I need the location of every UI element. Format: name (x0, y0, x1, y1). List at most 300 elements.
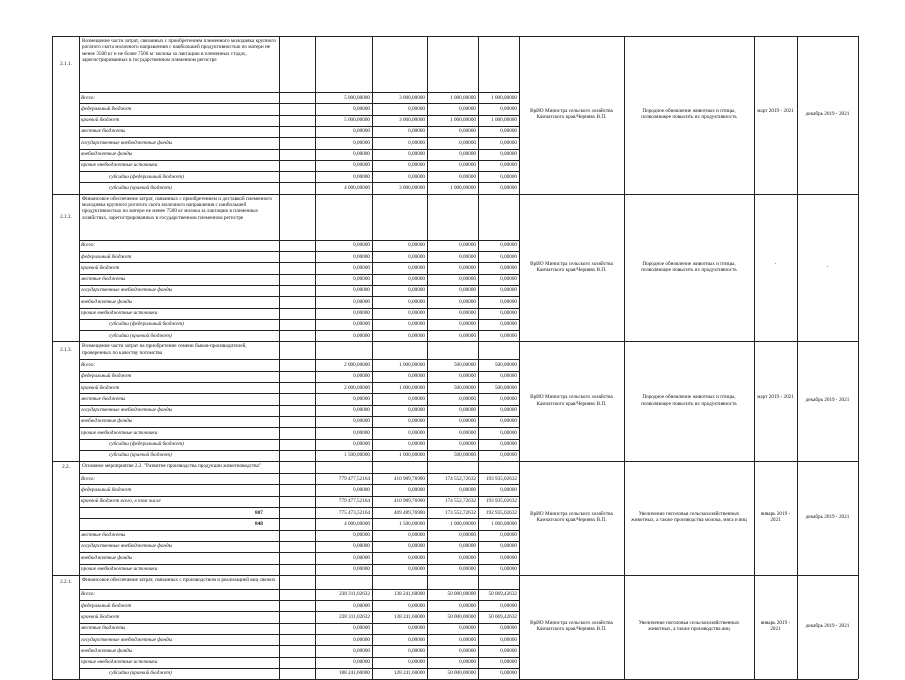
amount-cell: 0,00000 (353, 287, 370, 294)
amount-cell: 1 000,00000 (450, 184, 476, 191)
column-divider (858, 36, 859, 679)
amount-cell: 1 000,00000 (491, 520, 517, 527)
amount-cell: 500,00000 (494, 384, 517, 391)
amount-cell: 0,00000 (353, 554, 370, 561)
amount-cell: 0,00000 (408, 429, 425, 436)
amount-cell: 0,00000 (408, 162, 425, 169)
row-divider (79, 634, 519, 635)
amount-cell: 0,00000 (353, 128, 370, 135)
amount-cell: 50 000,00000 (447, 670, 476, 677)
row-divider (79, 450, 519, 451)
amount-cell: 0,00000 (353, 276, 370, 283)
amount-cell: 0,00000 (459, 105, 476, 112)
amount-cell: 193 935,02632 (485, 498, 517, 505)
row-divider (52, 194, 858, 195)
row-divider (79, 296, 519, 297)
row-label: местные бюджеты (81, 128, 126, 135)
amount-cell: 138 241,60000 (393, 591, 425, 598)
amount-cell: 0,00000 (459, 647, 476, 654)
row-label: федеральный бюджет (81, 373, 132, 380)
start-period: март 2019 - 2021 (757, 107, 794, 114)
row-label: краевой бюджет (81, 384, 120, 391)
amount-cell: 0,00000 (459, 139, 476, 146)
amount-cell: 0,00000 (459, 151, 476, 157)
row-divider (79, 240, 519, 241)
row-divider (79, 103, 519, 104)
row-divider (52, 36, 858, 37)
expected-result: Породное обновление животных и птицы, позволяющее повысить их продуктивность (641, 107, 737, 121)
item-number: 2.1.3. (60, 347, 72, 354)
amount-cell: 0,00000 (408, 139, 425, 146)
row-label: краевой бюджет (81, 117, 120, 124)
amount-cell: 0,00000 (353, 659, 370, 666)
amount-cell: 0,00000 (353, 429, 370, 436)
item-number: 2.1.1. (60, 61, 72, 67)
amount-cell: 0,00000 (408, 625, 425, 632)
amount-cell: 0,00000 (500, 625, 517, 632)
executor: ВрИО Министра сельского хозяйства Камчатского края/Чернявх В.П. (530, 510, 613, 524)
column-divider (79, 36, 80, 679)
amount-cell: 0,00000 (459, 418, 476, 425)
item-title: Финансовое обеспечение затрат, связанных с производством и реализацией яиц свежих (82, 576, 276, 583)
amount-cell: 173 552,72632 (444, 509, 476, 516)
amount-cell: 0,00000 (500, 407, 517, 414)
amount-cell: 0,00000 (353, 264, 370, 271)
amount-cell: 0,00000 (500, 287, 517, 294)
amount-cell: 0,00000 (459, 636, 476, 643)
amount-cell: 1 000,00000 (450, 94, 476, 101)
amount-cell: 0,00000 (459, 242, 476, 249)
amount-cell: 0,00000 (459, 264, 476, 271)
amount-cell: 0,00000 (459, 395, 476, 402)
row-divider (79, 518, 519, 519)
row-label: 848 (255, 520, 263, 527)
amount-cell: 3 000,00000 (399, 94, 425, 101)
amount-cell: 0,00000 (408, 298, 425, 305)
amount-cell: 0,00000 (500, 298, 517, 305)
row-label: федеральный бюджет (81, 253, 132, 260)
amount-cell: 0,00000 (459, 276, 476, 283)
amount-cell: 0,00000 (353, 602, 370, 609)
amount-cell: 0,00000 (353, 566, 370, 572)
row-divider (79, 552, 519, 553)
amount-cell: 0,00000 (500, 532, 517, 539)
end-period: декабрь 2019 - 2021 (805, 623, 850, 629)
amount-cell: 3 000,00000 (399, 184, 425, 191)
amount-cell: 0,00000 (408, 151, 425, 157)
row-divider (79, 126, 519, 127)
row-label: субсидии (краевой бюджет) (109, 332, 172, 339)
amount-cell: 4 000,00000 (344, 184, 370, 191)
amount-cell: 0,00000 (408, 486, 425, 493)
amount-cell: 0,00000 (408, 636, 425, 643)
amount-cell: 0,00000 (459, 332, 476, 339)
amount-cell: 0,00000 (353, 543, 370, 550)
amount-cell: 0,00000 (408, 647, 425, 654)
amount-cell: 0,00000 (500, 543, 517, 550)
amount-cell: 0,00000 (500, 566, 517, 572)
amount-cell: 0,00000 (500, 429, 517, 436)
amount-cell: 0,00000 (353, 321, 370, 328)
amount-cell: 0,00000 (408, 173, 425, 180)
amount-cell: 0,00000 (353, 310, 370, 316)
column-divider (315, 36, 316, 679)
amount-cell: 0,00000 (459, 602, 476, 609)
amount-cell: 0,00000 (408, 373, 425, 380)
amount-cell: 0,00000 (353, 253, 370, 260)
executor: ВрИО Министра сельского хозяйства Камчатского края/Чернявх В.П. (530, 394, 613, 407)
row-label: субсидии (федеральный бюджет) (109, 441, 184, 447)
amount-cell: 3 000,00000 (399, 117, 425, 124)
amount-cell: 0,00000 (459, 566, 476, 572)
executor: ВрИО Министра сельского хозяйства Камчатского края/Чернявх В.П. (530, 620, 613, 633)
row-label: субсидии (федеральный бюджет) (109, 173, 184, 180)
amount-cell: 0,00000 (408, 407, 425, 414)
row-divider (79, 371, 519, 372)
amount-cell: 0,00000 (408, 253, 425, 260)
amount-cell: 0,00000 (459, 543, 476, 550)
amount-cell: 0,00000 (500, 636, 517, 643)
amount-cell: 0,00000 (408, 332, 425, 339)
amount-cell: 0,00000 (459, 532, 476, 539)
amount-cell: 1 000,00000 (399, 361, 425, 368)
amount-cell: 0,00000 (353, 139, 370, 146)
row-label: государственные внебюджетные фонды (81, 636, 173, 643)
row-divider (79, 393, 519, 394)
amount-cell: 50 000,00000 (447, 591, 476, 598)
amount-cell: 238 311,02632 (339, 613, 370, 620)
column-divider (279, 36, 280, 679)
amount-cell: 0,00000 (459, 287, 476, 294)
amount-cell: 0,00000 (353, 532, 370, 539)
row-divider (79, 160, 519, 161)
start-period: январь 2019 - 2021 (760, 620, 791, 633)
amount-cell: 0,00000 (408, 128, 425, 135)
row-label: местные бюджеты (81, 276, 126, 283)
row-label: Всего: (81, 591, 96, 598)
amount-cell: 5 000,00000 (344, 94, 370, 101)
item-title: Финансовое обеспечение затрат, связанных с приобретением и доставкой племенного молодняка крупного рогатого скота молочного направления с наибольшей продуктивностью по матери не менее 7500 кг молока за лактацию в племенных хозяйствах, зарегистрированных в государственном племенном регистре (82, 195, 272, 221)
amount-cell: 0,00000 (408, 418, 425, 425)
row-divider (79, 427, 519, 428)
amount-cell: 410 989,76900 (393, 498, 425, 505)
amount-cell: 0,00000 (353, 105, 370, 112)
row-label: местные бюджеты (81, 532, 126, 539)
row-divider (79, 589, 519, 590)
amount-cell: 0,00000 (459, 310, 476, 316)
amount-cell: 193 935,02632 (485, 475, 517, 482)
amount-cell: 2 000,00000 (344, 361, 370, 368)
amount-cell: 0,00000 (353, 625, 370, 632)
amount-cell: 0,00000 (459, 486, 476, 493)
amount-cell: 0,00000 (353, 298, 370, 305)
row-label: государственные внебюджетные фонды (81, 139, 173, 146)
amount-cell: 500,00000 (453, 384, 476, 391)
row-label: прочие внебюджетные источники (81, 162, 158, 169)
end-period: - (826, 263, 829, 270)
expected-result: Увеличение поголовья сельскохозяйственных животных, а также производства яиц (638, 620, 740, 633)
amount-cell: 779 477,52164 (338, 475, 370, 482)
row-label: краевой бюджет (81, 264, 120, 271)
amount-cell: 1 000,00000 (450, 520, 476, 527)
amount-cell: 0,00000 (500, 554, 517, 561)
row-divider (79, 285, 519, 286)
amount-cell: 0,00000 (408, 602, 425, 609)
amount-cell: 128 241,60000 (393, 670, 425, 677)
amount-cell: 0,00000 (353, 636, 370, 643)
amount-cell: 0,00000 (500, 184, 517, 191)
amount-cell: 0,00000 (353, 647, 370, 654)
amount-cell: 0,00000 (500, 321, 517, 328)
row-divider (79, 668, 519, 669)
amount-cell: 0,00000 (459, 321, 476, 328)
item-number: 2.1.2. (60, 213, 72, 220)
amount-cell: 0,00000 (408, 310, 425, 316)
amount-cell: 500,00000 (453, 361, 476, 368)
row-label: государственные внебюджетные фонды (81, 287, 173, 294)
amount-cell: 50 069,42632 (488, 613, 517, 620)
row-label: внебюджетные фонды (81, 418, 133, 425)
amount-cell: 409 489,76900 (393, 509, 425, 516)
amount-cell: 0,00000 (500, 452, 517, 459)
amount-cell: 0,00000 (500, 253, 517, 260)
row-divider (79, 496, 519, 497)
amount-cell: 2 000,00000 (344, 384, 370, 391)
end-period: декабрь 2019 - 2021 (805, 110, 850, 117)
amount-cell: 0,00000 (459, 429, 476, 436)
amount-cell: 0,00000 (500, 128, 517, 135)
amount-cell: 174 552,72632 (444, 475, 476, 482)
amount-cell: 0,00000 (353, 373, 370, 380)
amount-cell: 0,00000 (353, 151, 370, 157)
amount-cell: 0,00000 (500, 395, 517, 402)
amount-cell: 775 473,52164 (338, 509, 370, 516)
column-divider (372, 36, 373, 679)
row-label: местные бюджеты (81, 395, 126, 402)
amount-cell: 192 935,02632 (485, 509, 517, 516)
program-table (52, 36, 858, 679)
item-title: Возмещение части затрат, связанных с приобретением племенного молодняка крупного рогатого скота молочного направления с наибольшей продуктивностью по матери не менее 3500 кг и не более 7500 кг молока за лактацию в племенных стадах, зарегистрированных в государственном племенном регистре (82, 38, 276, 63)
row-divider (79, 171, 519, 172)
amount-cell: 0,00000 (500, 332, 517, 339)
executor: ВрИО Министра сельского хозяйства Камчатского края/Чернявх В.П. (530, 260, 613, 273)
row-label: Всего: (81, 475, 96, 482)
amount-cell: 0,00000 (500, 105, 517, 112)
amount-cell: 4 000,00000 (344, 520, 370, 527)
row-divider (79, 92, 519, 93)
amount-cell: 0,00000 (500, 647, 517, 654)
row-label: субсидии (федеральный бюджет) (109, 321, 184, 328)
row-label: внебюджетные фонды (81, 554, 133, 561)
row-label: краевой бюджет всего, в том числе (81, 498, 161, 505)
amount-cell: 0,00000 (353, 486, 370, 493)
row-label: Всего: (81, 242, 96, 249)
row-divider (79, 308, 519, 309)
amount-cell: 0,00000 (500, 418, 517, 425)
amount-cell: 0,00000 (459, 253, 476, 260)
amount-cell: 0,00000 (408, 264, 425, 271)
amount-cell: 0,00000 (408, 554, 425, 561)
row-divider (79, 611, 519, 612)
amount-cell: 0,00000 (353, 418, 370, 425)
amount-cell: 0,00000 (459, 162, 476, 169)
row-divider (79, 359, 519, 360)
amount-cell: 138 241,60000 (393, 613, 425, 620)
start-period: - (774, 260, 777, 267)
row-divider (79, 507, 519, 508)
row-label: государственные внебюджетные фонды (81, 407, 173, 414)
amount-cell: 779 477,52164 (338, 498, 370, 505)
row-divider (79, 274, 519, 275)
item-number: 2.2. (62, 464, 70, 471)
row-label: местные бюджеты (81, 625, 126, 632)
item-title: Основное мероприятие 2.2. "Развитие производства продукции животноводства" (82, 463, 261, 470)
amount-cell: 0,00000 (500, 486, 517, 493)
row-divider (79, 645, 519, 646)
row-divider (79, 330, 519, 331)
row-label: субсидии (краевой бюджет) (109, 184, 172, 191)
amount-cell: 0,00000 (500, 441, 517, 447)
row-label: Всего: (81, 361, 96, 368)
start-period: январь 2019 - 2021 (760, 510, 791, 524)
amount-cell: 0,00000 (353, 407, 370, 414)
row-label: краевой бюджет (81, 613, 120, 620)
amount-cell: 0,00000 (500, 162, 517, 169)
row-divider (79, 600, 519, 601)
amount-cell: 174 552,72632 (444, 498, 476, 505)
amount-cell: 0,00000 (408, 276, 425, 283)
amount-cell: 0,00000 (408, 532, 425, 539)
row-label: федеральный бюджет (81, 486, 132, 493)
amount-cell: 0,00000 (500, 151, 517, 157)
amount-cell: 0,00000 (353, 162, 370, 169)
row-divider (79, 319, 519, 320)
amount-cell: 0,00000 (500, 602, 517, 609)
row-divider (79, 182, 519, 183)
item-title: Возмещение части затрат на приобретение семени быков-производителей, проверенных по качеству потомства (82, 343, 247, 356)
end-period: декабрь 2019 - 2021 (805, 513, 850, 520)
amount-cell: 0,00000 (500, 310, 517, 316)
amount-cell: 0,00000 (500, 659, 517, 666)
amount-cell: 0,00000 (353, 242, 370, 249)
row-label: прочие внебюджетные источники (81, 566, 158, 572)
amount-cell: 1 000,00000 (450, 117, 476, 124)
amount-cell: 0,00000 (353, 332, 370, 339)
row-label: внебюджетные фонды (81, 151, 133, 157)
column-divider (52, 36, 53, 679)
row-divider (79, 416, 519, 417)
amount-cell: 0,00000 (408, 395, 425, 402)
amount-cell: 0,00000 (500, 276, 517, 283)
amount-cell: 238 311,02632 (339, 591, 370, 598)
row-label: прочие внебюджетные источники (81, 310, 158, 316)
amount-cell: 0,00000 (353, 173, 370, 180)
amount-cell: 0,00000 (459, 373, 476, 380)
amount-cell: 0,00000 (500, 139, 517, 146)
row-label: федеральный бюджет (81, 105, 132, 112)
start-period: март 2019 - 2021 (757, 394, 794, 401)
row-label: федеральный бюджет (81, 602, 132, 609)
amount-cell: 500,00000 (494, 361, 517, 368)
row-divider (79, 382, 519, 383)
amount-cell: 0,00000 (500, 264, 517, 271)
row-label: субсидии (краевой бюджет) (109, 452, 172, 459)
amount-cell: 0,00000 (500, 373, 517, 380)
amount-cell: 0,00000 (459, 407, 476, 414)
row-divider (79, 251, 519, 252)
amount-cell: 0,00000 (459, 441, 476, 447)
row-divider (79, 405, 519, 406)
amount-cell: 1 500,00000 (399, 520, 425, 527)
row-divider (79, 473, 519, 474)
amount-cell: 1 000,00000 (399, 452, 425, 459)
amount-cell: 0,00000 (408, 242, 425, 249)
row-divider (79, 657, 519, 658)
row-label: государственные внебюджетные фонды (81, 543, 173, 550)
amount-cell: 0,00000 (408, 566, 425, 572)
item-number: 2.2.1. (60, 578, 72, 585)
expected-result: Породное обновление животных и птицы, позволяющее повысить их продуктивность (641, 394, 737, 407)
amount-cell: 1 500,00000 (344, 452, 370, 459)
amount-cell: 0,00000 (408, 105, 425, 112)
executor: ВрИО Министра сельского хозяйства Камчатского края/Чернявх В.П. (530, 107, 613, 121)
amount-cell: 50 069,42632 (488, 591, 517, 598)
amount-cell: 0,00000 (459, 298, 476, 305)
amount-cell: 1 000,00000 (491, 94, 517, 101)
row-divider (79, 262, 519, 263)
column-divider (624, 36, 625, 679)
amount-cell: 0,00000 (408, 441, 425, 447)
amount-cell: 0,00000 (353, 395, 370, 402)
expected-result: Породное обновление животных и птицы, позволяющее повысить их продуктивность (641, 260, 737, 273)
amount-cell: 1 000,00000 (491, 117, 517, 124)
row-label: Всего: (81, 94, 96, 101)
row-divider (52, 461, 858, 462)
row-divider (52, 575, 858, 576)
row-label: прочие внебюджетные источники (81, 659, 158, 666)
amount-cell: 0,00000 (459, 659, 476, 666)
row-divider (79, 564, 519, 565)
column-divider (797, 36, 798, 679)
amount-cell: 0,00000 (459, 128, 476, 135)
row-divider (79, 541, 519, 542)
amount-cell: 1 000,00000 (399, 384, 425, 391)
column-divider (519, 36, 520, 679)
amount-cell: 0,00000 (459, 173, 476, 180)
amount-cell: 5 000,00000 (344, 117, 370, 124)
end-period: декабрь 2019 - 2021 (805, 397, 850, 404)
amount-cell: 0,00000 (459, 554, 476, 561)
row-divider (79, 115, 519, 116)
column-divider (754, 36, 755, 679)
row-divider (79, 484, 519, 485)
amount-cell: 188 241,60000 (338, 670, 370, 677)
amount-cell: 0,00000 (408, 321, 425, 328)
amount-cell: 50 000,00000 (447, 613, 476, 620)
amount-cell: 0,00000 (408, 543, 425, 550)
amount-cell: 0,00000 (408, 287, 425, 294)
amount-cell: 0,00000 (353, 441, 370, 447)
row-label: субсидии (краевой бюджет) (109, 670, 172, 677)
expected-result: Увеличение поголовья сельскохозяйственных животных, а также производства молока, мяса и яиц (631, 510, 747, 524)
amount-cell: 0,00000 (408, 659, 425, 666)
column-divider (427, 36, 428, 679)
row-divider (79, 149, 519, 150)
row-divider (79, 623, 519, 624)
row-divider (79, 530, 519, 531)
row-label: прочие внебюджетные источники (81, 429, 158, 436)
row-label: 807 (255, 509, 263, 516)
